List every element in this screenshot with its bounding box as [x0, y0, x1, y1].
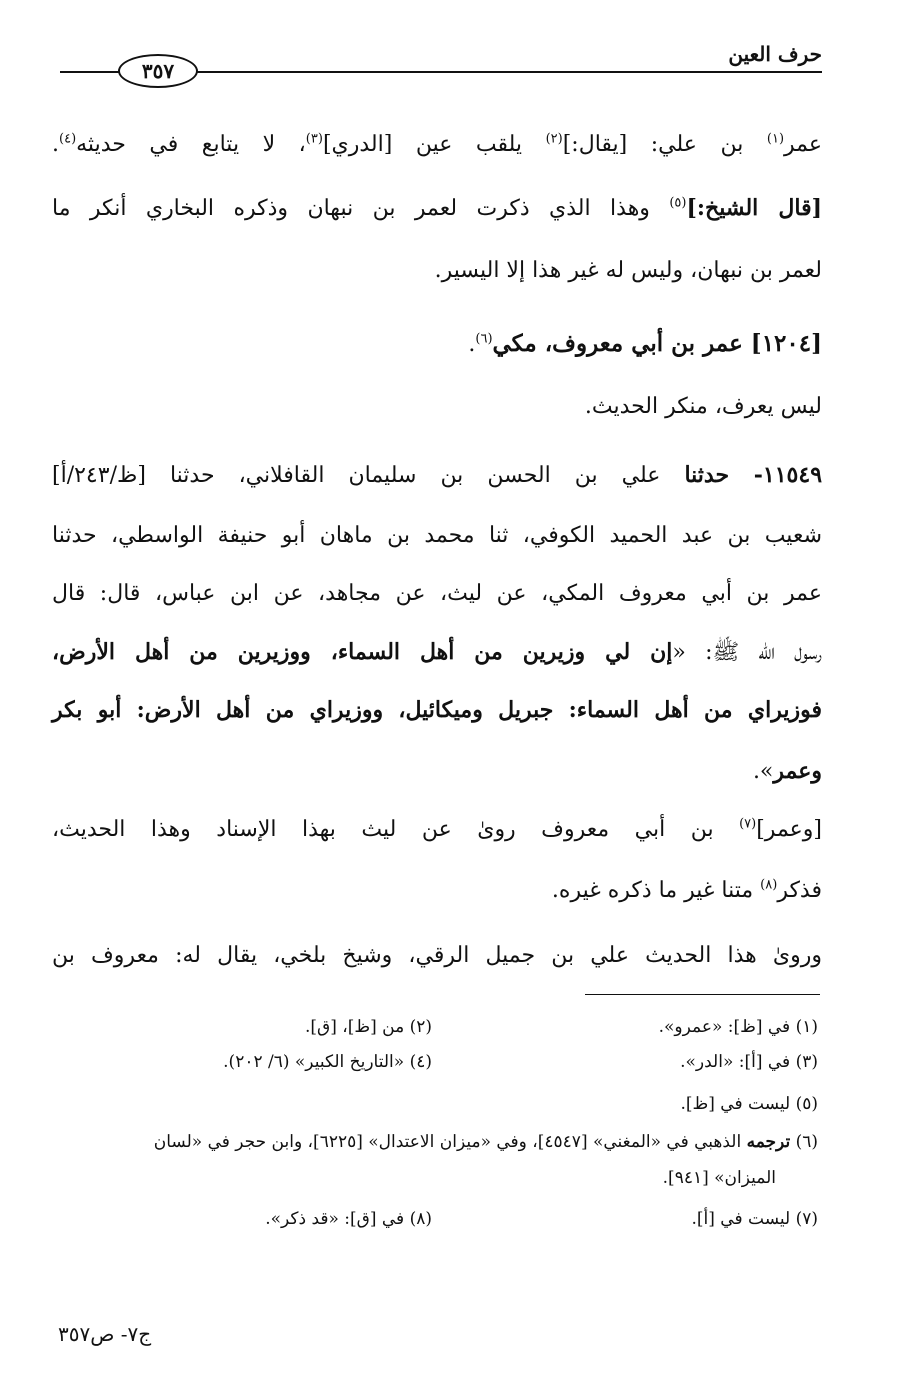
- footnote-4: (٤) «التاريخ الكبير» (٦/ ٢٠٢).: [223, 1052, 432, 1072]
- footnote-5: (٥) ليست في [ظ].: [680, 1094, 818, 1114]
- footnote-6-continued: الميزان» [٩٤١].: [662, 1168, 776, 1188]
- footnote-3: (٣) في [أ]: «الدر».: [680, 1052, 818, 1072]
- text-line-3: لعمر بن نبهان، وليس له غير هذا إلا اليسير.: [434, 258, 822, 283]
- text-line-12: [وعمر]$^{(٧)}$ بن أبي معروف روىٰ عن ليث بهذا الإسناد وهذا الحديث،: [52, 816, 822, 842]
- hadith-line-2: شعيب بن عبد الحميد الكوفي، ثنا محمد بن ماهان أبو حنيفة الواسطي، حدثنا: [52, 523, 822, 548]
- entry-heading: [١٢٠٤] عمر بن أبي معروف، مكي$^{(٦)}$.: [468, 330, 822, 357]
- footnote-7: (٧) ليست في [أ].: [691, 1209, 818, 1229]
- footnote-separator: [585, 994, 820, 995]
- page-number: ٣٥٧: [141, 59, 175, 83]
- footnote-1: (١) في [ظ]: «عمرو».: [658, 1017, 818, 1037]
- volume-page-reference: ج٧- ص٣٥٧: [58, 1322, 152, 1346]
- header-rule-left: [60, 71, 120, 73]
- text-line-13: فذكر$^{(٨)}$ متنا غير ما ذكره غيره.: [551, 877, 822, 903]
- page-number-badge: [118, 54, 198, 88]
- hadith-line-4: رسول الله ﷺ: «إن لي وزيرين من أهل السماء، ووزيرين من أهل الأرض،: [52, 639, 822, 665]
- hadith-line-5: فوزيراي من أهل السماء: جبريل وميكائيل، ووزيراي من أهل الأرض: أبو بكر: [52, 697, 822, 723]
- hadith-line-3: عمر بن أبي معروف المكي، عن ليث، عن مجاهد، عن ابن عباس، قال: قال: [52, 581, 822, 606]
- text-line-5: ليس يعرف، منكر الحديث.: [584, 394, 822, 419]
- running-title: حرف العين: [728, 42, 822, 66]
- text-line-14: وروىٰ هذا الحديث علي بن جميل الرقي، وشيخ بلخي، يقال له: معروف بن: [52, 943, 822, 968]
- text-line-2: [قال الشيخ:]$^{(٥)}$ وهذا الذي ذكرت لعمر بن نبهان وذكره البخاري أنكر ما: [52, 195, 822, 221]
- header-rule-right: [196, 71, 822, 73]
- hadith-line-1: ١١٥٤٩- حدثنا علي بن الحسن بن سليمان القافلاني، حدثنا [ظ/٢٤٣/أ]: [52, 462, 823, 488]
- hadith-line-6: وعمر».: [752, 758, 822, 784]
- footnote-2: (٢) من [ظ]، [ق].: [304, 1017, 432, 1037]
- text-line-1: عمر$^{(١)}$ بن علي: [يقال:]$^{(٢)}$ يلقب عين [الدري]$^{(٣)}$، لا يتابع في حديثه$^{(٤)}$.: [52, 131, 822, 157]
- footnote-8: (٨) في [ق]: «قد ذكر».: [265, 1209, 432, 1229]
- footnote-6: (٦) ترجمه الذهبي في «المغني» [٤٥٤٧]، وفي «ميزان الاعتدال» [٦٢٢٥]، وابن حجر في «لسان: [153, 1132, 818, 1152]
